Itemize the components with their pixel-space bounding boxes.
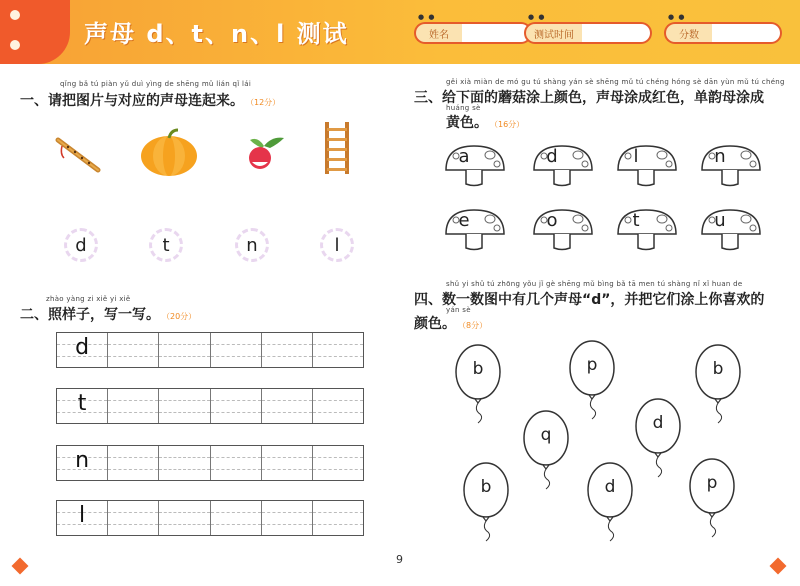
sample-letter: t bbox=[77, 391, 87, 416]
writing-row-l[interactable] bbox=[56, 500, 364, 536]
mushroom-letter: o bbox=[546, 210, 558, 231]
balloon-letter: b bbox=[480, 477, 492, 497]
eyes-icon: ● ● bbox=[528, 13, 546, 21]
writing-cell[interactable] bbox=[211, 501, 262, 535]
balloon-icon bbox=[462, 462, 510, 542]
mushroom-u[interactable] bbox=[698, 206, 764, 252]
balloon-p[interactable] bbox=[688, 458, 736, 538]
binder-hole-icon bbox=[10, 40, 20, 50]
pumpkin-icon bbox=[138, 126, 200, 178]
writing-row-n[interactable] bbox=[56, 445, 364, 481]
mushroom-l[interactable] bbox=[614, 142, 680, 188]
mushroom-letter: u bbox=[714, 210, 726, 231]
writing-cell[interactable] bbox=[211, 389, 262, 423]
name-input[interactable] bbox=[462, 22, 532, 44]
test-time-field[interactable] bbox=[524, 13, 652, 44]
flute-icon bbox=[52, 132, 104, 176]
balloon-d[interactable] bbox=[634, 398, 682, 478]
sample-letter: n bbox=[75, 448, 90, 473]
mushroom-letter: t bbox=[632, 210, 640, 231]
balloon-icon bbox=[568, 340, 616, 420]
diamond-decoration-icon bbox=[770, 558, 787, 575]
balloon-icon bbox=[634, 398, 682, 478]
writing-cell[interactable] bbox=[313, 333, 363, 367]
sample-letter: d bbox=[75, 335, 90, 360]
page-title: 声母 d、t、n、l 测试 bbox=[84, 20, 349, 48]
section1-points: （12分） bbox=[250, 98, 281, 107]
section4-pinyin2: yán sè bbox=[446, 306, 471, 314]
balloon-icon bbox=[454, 344, 502, 424]
writing-cell[interactable] bbox=[313, 446, 363, 480]
balloon-q[interactable] bbox=[522, 410, 570, 490]
section3-points: （16分） bbox=[494, 120, 525, 129]
mushroom-letter: d bbox=[546, 146, 558, 167]
balloon-icon bbox=[694, 344, 742, 424]
writing-cell[interactable] bbox=[108, 333, 159, 367]
section3-heading: 三、给下面的蘑菇涂上颜色，声母涂成红色，单韵母涂成 bbox=[414, 90, 764, 106]
balloon-b[interactable] bbox=[454, 344, 502, 424]
page-number: 9 bbox=[396, 553, 403, 566]
mushroom-o[interactable] bbox=[530, 206, 596, 252]
section4-pinyin: shǔ yi shǔ tú zhōng yǒu jǐ gè shēng mǔ bìng bǎ tā men tú shàng nǐ xǐ huan de bbox=[446, 280, 743, 288]
writing-cell[interactable] bbox=[159, 446, 210, 480]
section1-heading bbox=[20, 90, 280, 110]
writing-cell[interactable] bbox=[313, 501, 363, 535]
test-time-input[interactable] bbox=[582, 22, 652, 44]
writing-cell[interactable] bbox=[57, 501, 108, 535]
writing-cell[interactable] bbox=[262, 333, 313, 367]
writing-row-t[interactable] bbox=[56, 388, 364, 424]
writing-cell[interactable] bbox=[211, 333, 262, 367]
writing-cell[interactable] bbox=[211, 446, 262, 480]
header-banner bbox=[0, 0, 800, 64]
section3-pinyin: gěi xià miàn de mó gu tú shàng yán sè shēng mǔ tú chéng hóng sè dān yùn mǔ tú chéng bbox=[446, 78, 785, 86]
section2-points: （20分） bbox=[166, 312, 197, 321]
writing-cell[interactable] bbox=[262, 501, 313, 535]
test-time-label: 测试时间 bbox=[524, 22, 582, 44]
letter-choice-t[interactable]: t bbox=[149, 228, 183, 262]
balloon-letter: d bbox=[652, 413, 664, 433]
writing-cell[interactable] bbox=[57, 389, 108, 423]
mushroom-n[interactable] bbox=[698, 142, 764, 188]
section4-heading2-text: 颜色。 bbox=[414, 316, 456, 332]
balloon-b[interactable] bbox=[694, 344, 742, 424]
section4-heading: 四、数一数图中有几个声母“d”，并把它们涂上你喜欢的 bbox=[414, 292, 765, 308]
balloon-letter: d bbox=[604, 477, 616, 497]
section2-heading bbox=[20, 304, 196, 324]
writing-cell[interactable] bbox=[313, 389, 363, 423]
radish-icon bbox=[242, 134, 288, 174]
section4-heading2 bbox=[414, 313, 487, 333]
binder-decoration bbox=[0, 0, 70, 64]
diamond-decoration-icon bbox=[12, 558, 29, 575]
balloon-icon bbox=[688, 458, 736, 538]
eyes-icon: ● ● bbox=[668, 13, 686, 21]
balloon-letter: b bbox=[712, 359, 724, 379]
ladder-icon bbox=[322, 120, 352, 176]
balloon-letter: p bbox=[706, 473, 718, 493]
writing-cell[interactable] bbox=[159, 333, 210, 367]
writing-cell[interactable] bbox=[159, 389, 210, 423]
score-label: 分数 bbox=[664, 22, 712, 44]
mushroom-letter: l bbox=[633, 146, 639, 167]
name-label: 姓名 bbox=[414, 22, 462, 44]
mushroom-a[interactable] bbox=[442, 142, 508, 188]
letter-choice-l[interactable]: l bbox=[320, 228, 354, 262]
section3-pinyin2: huáng sè bbox=[446, 104, 481, 112]
writing-row-d[interactable] bbox=[56, 332, 364, 368]
writing-cell[interactable] bbox=[108, 389, 159, 423]
section2-heading-text: 二、照样子，写一写。 bbox=[20, 307, 160, 323]
balloon-letter: q bbox=[540, 425, 552, 445]
writing-cell[interactable] bbox=[108, 446, 159, 480]
section3-heading2 bbox=[446, 112, 524, 132]
section2-pinyin: zhào yàng zi xiě yi xiě bbox=[46, 295, 131, 303]
writing-cell[interactable] bbox=[108, 501, 159, 535]
section3-heading2-text: 黄色。 bbox=[446, 115, 488, 131]
mushroom-letter: n bbox=[714, 146, 726, 167]
writing-cell[interactable] bbox=[262, 389, 313, 423]
name-field[interactable] bbox=[414, 13, 532, 44]
score-input[interactable] bbox=[712, 22, 782, 44]
section1-heading-text: 一、请把图片与对应的声母连起来。 bbox=[20, 93, 244, 109]
letter-choice-d[interactable]: d bbox=[64, 228, 98, 262]
writing-cell[interactable] bbox=[262, 446, 313, 480]
binder-hole-icon bbox=[10, 10, 20, 20]
writing-cell[interactable] bbox=[57, 446, 108, 480]
writing-cell[interactable] bbox=[159, 501, 210, 535]
balloon-letter: p bbox=[586, 355, 598, 375]
mushroom-e[interactable] bbox=[442, 206, 508, 252]
eyes-icon: ● ● bbox=[418, 13, 436, 21]
section4-points: （8分） bbox=[462, 321, 488, 330]
balloon-p[interactable] bbox=[568, 340, 616, 420]
letter-choice-n[interactable]: n bbox=[235, 228, 269, 262]
mushroom-letter: a bbox=[458, 146, 470, 167]
balloon-b[interactable] bbox=[462, 462, 510, 542]
balloon-d[interactable] bbox=[586, 462, 634, 542]
mushroom-t[interactable] bbox=[614, 206, 680, 252]
mushroom-letter: e bbox=[458, 210, 470, 231]
balloon-letter: b bbox=[472, 359, 484, 379]
balloon-icon bbox=[586, 462, 634, 542]
score-field[interactable] bbox=[664, 13, 782, 44]
balloon-icon bbox=[522, 410, 570, 490]
mushroom-d[interactable] bbox=[530, 142, 596, 188]
section1-pinyin: qǐng bǎ tú piàn yǔ duì yìng de shēng mǔ lián qǐ lái bbox=[60, 80, 252, 88]
writing-cell[interactable] bbox=[57, 333, 108, 367]
sample-letter: l bbox=[79, 503, 86, 528]
